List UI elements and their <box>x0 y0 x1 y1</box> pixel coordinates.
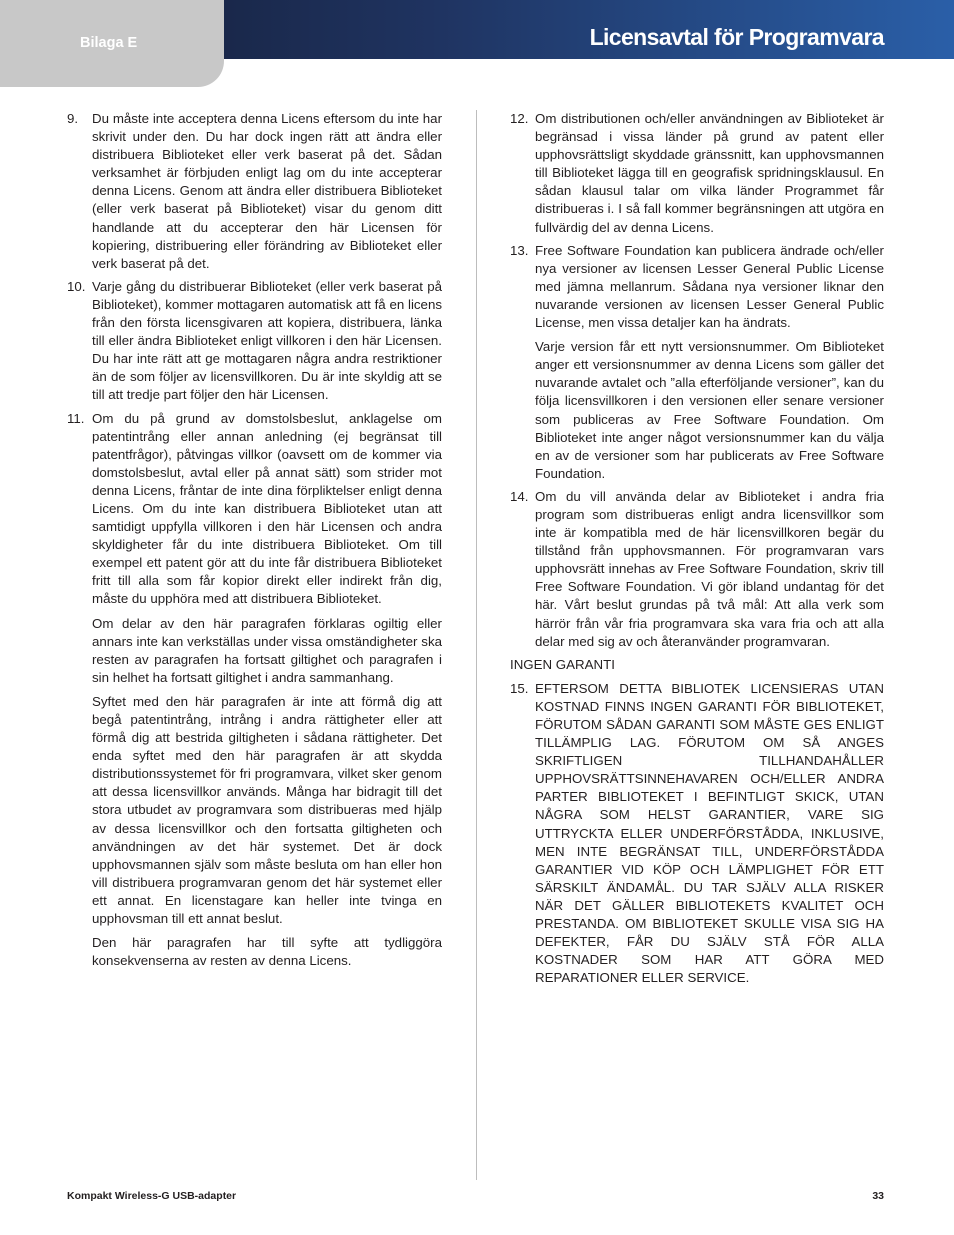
clause-paragraph: Free Software Foundation kan publicera ändrade och/eller nya versioner av licensen Lesser General Public License med jämna mellanrum. Sådana nya versioner liknar den nuvarande versionen av licensen Lesser General Public License, men vissa detaljer kan ha ändrats. <box>535 242 884 331</box>
section-heading: INGEN GARANTI <box>510 656 615 672</box>
clause-body <box>535 680 884 988</box>
clause-number: 14. <box>510 488 529 504</box>
clause-paragraph: Om distributionen och/eller användningen av Biblioteket är begränsad i vissa länder på grund av patent eller upphovsrättsligt skyddade gränssnitt, kan upphovsmannen till Biblioteket lägga till en geografisk spridningsklausul. En sådan klausul talar om vilka länder Programmet får distribueras i. I så fall kommer begränsningen att utgöra en fullvärdig del av denna Licens. <box>535 111 884 235</box>
column-divider <box>476 110 477 1180</box>
clause-paragraph: Om du vill använda delar av Biblioteket i andra fria program som distribueras enligt andra licensvillkor som inte är kompatibla med de här licensvillkoren begär du tillstånd från upphovsmannen. För programvaran vars upphovsrätt innehas av Free Software Foundation, skriv till Free Software Foundation. Vi gör ibland undantag för det här. Vårt beslut grundas på två mål: Att alla verk som härrör från vår fria programvara ska vara fria och att alla delar med sig av och återanvänder programvaran. <box>535 488 884 649</box>
clause-number: 11. <box>67 410 85 426</box>
clause-item <box>510 488 884 651</box>
clause-paragraph: Varje version får ett nytt versionsnummer. Om Biblioteket anger ett versionsnummer av denna Licens som gäller det nuvarande avtalet och ”alla efterföljande versioner”, kan du följa licensvillkoren i den versionen eller senare versioner som publiceras av Free Software Foundation. Om Biblioteket inte anger något versionsnummer kan du välja en av de versioner som har publicerats av Free Software Foundation. <box>535 339 884 481</box>
left-column <box>67 110 442 975</box>
page-number: 33 <box>872 1190 884 1202</box>
appendix-tab <box>0 0 224 87</box>
clause-paragraph: Syftet med den här paragrafen är inte att förmå dig att begå patentintrång, intrång i andra rättigheter eller att förmå dig att bestrida giltigheten i sådana rättigheter. Det enda syftet med den här paragrafen är att skydda distributionssystemet för fri programvara, vilket sker genom att dessa licensvillkor används. Många har bidragit till det stora utbudet av programvara som distribueras med hjälp av dessa licensvillkor och den fortsatta giltigheten och användningen av det här systemet. Det är dock upphovsmannen själv som måste besluta om han eller hon vill distribuera programvaran genom det här systemet eller ett annat. En licenstagare kan heller inte tvinga en upphovsman till ett annat beslut. <box>92 693 442 927</box>
clause-body <box>535 110 884 237</box>
right-column <box>510 110 884 992</box>
clause-paragraph: EFTERSOM DETTA BIBLIOTEK LICENSIERAS UTAN KOSTNAD FINNS INGEN GARANTI FÖR BIBLIOTEKET, FÖRUTOM SÅDAN GARANTI SOM MÅSTE GES ENLIGT TILLÄMPLIG LAG. FÖRUTOM OM SÅ ANGES SKRIFTLIGEN TILLHANDAHÅLLER UPPHOVSRÄTTSINNEHAVAREN OCH/ELLER ANDRA PARTER BIBLIOTEKET I BEFINTLIGT SKICK, UTAN NÅGRA SOM HELST GARANTIER, VARE SIG UTTRYCKTA ELLER UNDERFÖRSTÅDDA, INKLUSIVE, MEN INTE BEGRÄNSAT TILL, UNDERFÖRSTÅDDA GARANTIER VID KÖP OCH LÄMPLIGHET FÖR ETT SÄRSKILT ÄNDAMÅL. DU TAR SJÄLV ALLA RISKER NÄR DET GÄLLER BIBLIOTEKETS KVALITET OCH PRESTANDA. OM BIBLIOTEKET SKULLE VISA SIG HA DEFEKTER, FÅR DU SJÄLV STÅ FÖR ALLA KOSTNADER SOM HAR ATT GÖRA MED REPARATIONER ELLER SERVICE. <box>535 680 884 986</box>
warranty-item-list <box>510 680 884 988</box>
clause-paragraph: Du måste inte acceptera denna Licens eftersom du inte har skrivit under den. Du har dock ingen rätt att ändra eller distribuera Biblioteket eller verk baserat på det. Sådan verksamhet är förbjuden enligt lag om du inte accepterar denna Licens. Genom att ändra eller distribuera Biblioteket (eller verk baserat på Biblioteket) visar du genom ditt handlande att du accepterar den här Licensen för kopiering, distribuering eller förändring av Biblioteket eller verk baserat på det. <box>92 111 442 271</box>
clause-item <box>510 680 884 988</box>
page-title: Licensavtal för Programvara <box>589 24 884 50</box>
clause-body <box>535 242 884 483</box>
clause-body <box>92 410 442 971</box>
clause-paragraph: Om delar av den här paragrafen förklaras ogiltig eller annars inte kan verkställas under vissa omständigheter ska resten av paragrafen ha fortsatt giltighet och paragrafen i sin helhet ha fortsatt giltighet i andra sammanhang. <box>92 615 442 685</box>
clause-item <box>510 110 884 237</box>
appendix-label: Bilaga E <box>80 35 138 51</box>
clause-item <box>67 110 442 273</box>
clause-paragraph: Om du på grund av domstolsbeslut, anklagelse om patentintrång eller annan anledning (ej begränsat till patentfrågor), påtvingas villkor (oavsett om de kommer via domstolsbeslut, avtal eller på annat sätt) som strider mot denna Licens, fråntar de inte dina förpliktelser enligt denna Licens. Om du inte kan distribuera Biblioteket utan att samtidigt uppfylla villkoren i den här Licensen och andra skyldigheter får du inte distribuera Biblioteket. Om till exempel ett patent gör att du inte får distribuera Biblioteket fritt till alla som får kopior direkt eller indirekt från dig, måste du upphöra med att distribuera Biblioteket. <box>92 410 442 607</box>
clause-number: 15. <box>510 680 529 696</box>
clause-number: 9. <box>67 111 79 126</box>
clause-paragraph: Den här paragrafen har till syfte att tydliggöra konsekvenserna av resten av denna Licens. <box>92 935 442 969</box>
clause-item <box>510 242 884 483</box>
clause-number: 12. <box>510 111 529 126</box>
footer-product: Kompakt Wireless-G USB-adapter <box>67 1190 237 1202</box>
left-item-list <box>67 110 442 970</box>
right-item-list <box>510 110 884 651</box>
clause-item <box>67 410 442 971</box>
clause-item <box>67 278 442 405</box>
clause-paragraph: Varje gång du distribuerar Biblioteket (eller verk baserat på Biblioteket), kommer mottagaren automatisk att få en licens från den första licensgivaren att kopiera, distribuera, länka till eller ändra Biblioteket enligt villkoren i den här Licensen. Du har inte rätt att ge mottagaren några andra restriktioner än de som följer av licensvillkoren. Du är inte skyldig att se till att tredje part följer den här Licensen. <box>92 278 442 403</box>
clause-body <box>92 110 442 273</box>
clause-body <box>92 278 442 405</box>
clause-number: 10. <box>67 278 86 294</box>
clause-number: 13. <box>510 242 529 258</box>
clause-body <box>535 488 884 651</box>
